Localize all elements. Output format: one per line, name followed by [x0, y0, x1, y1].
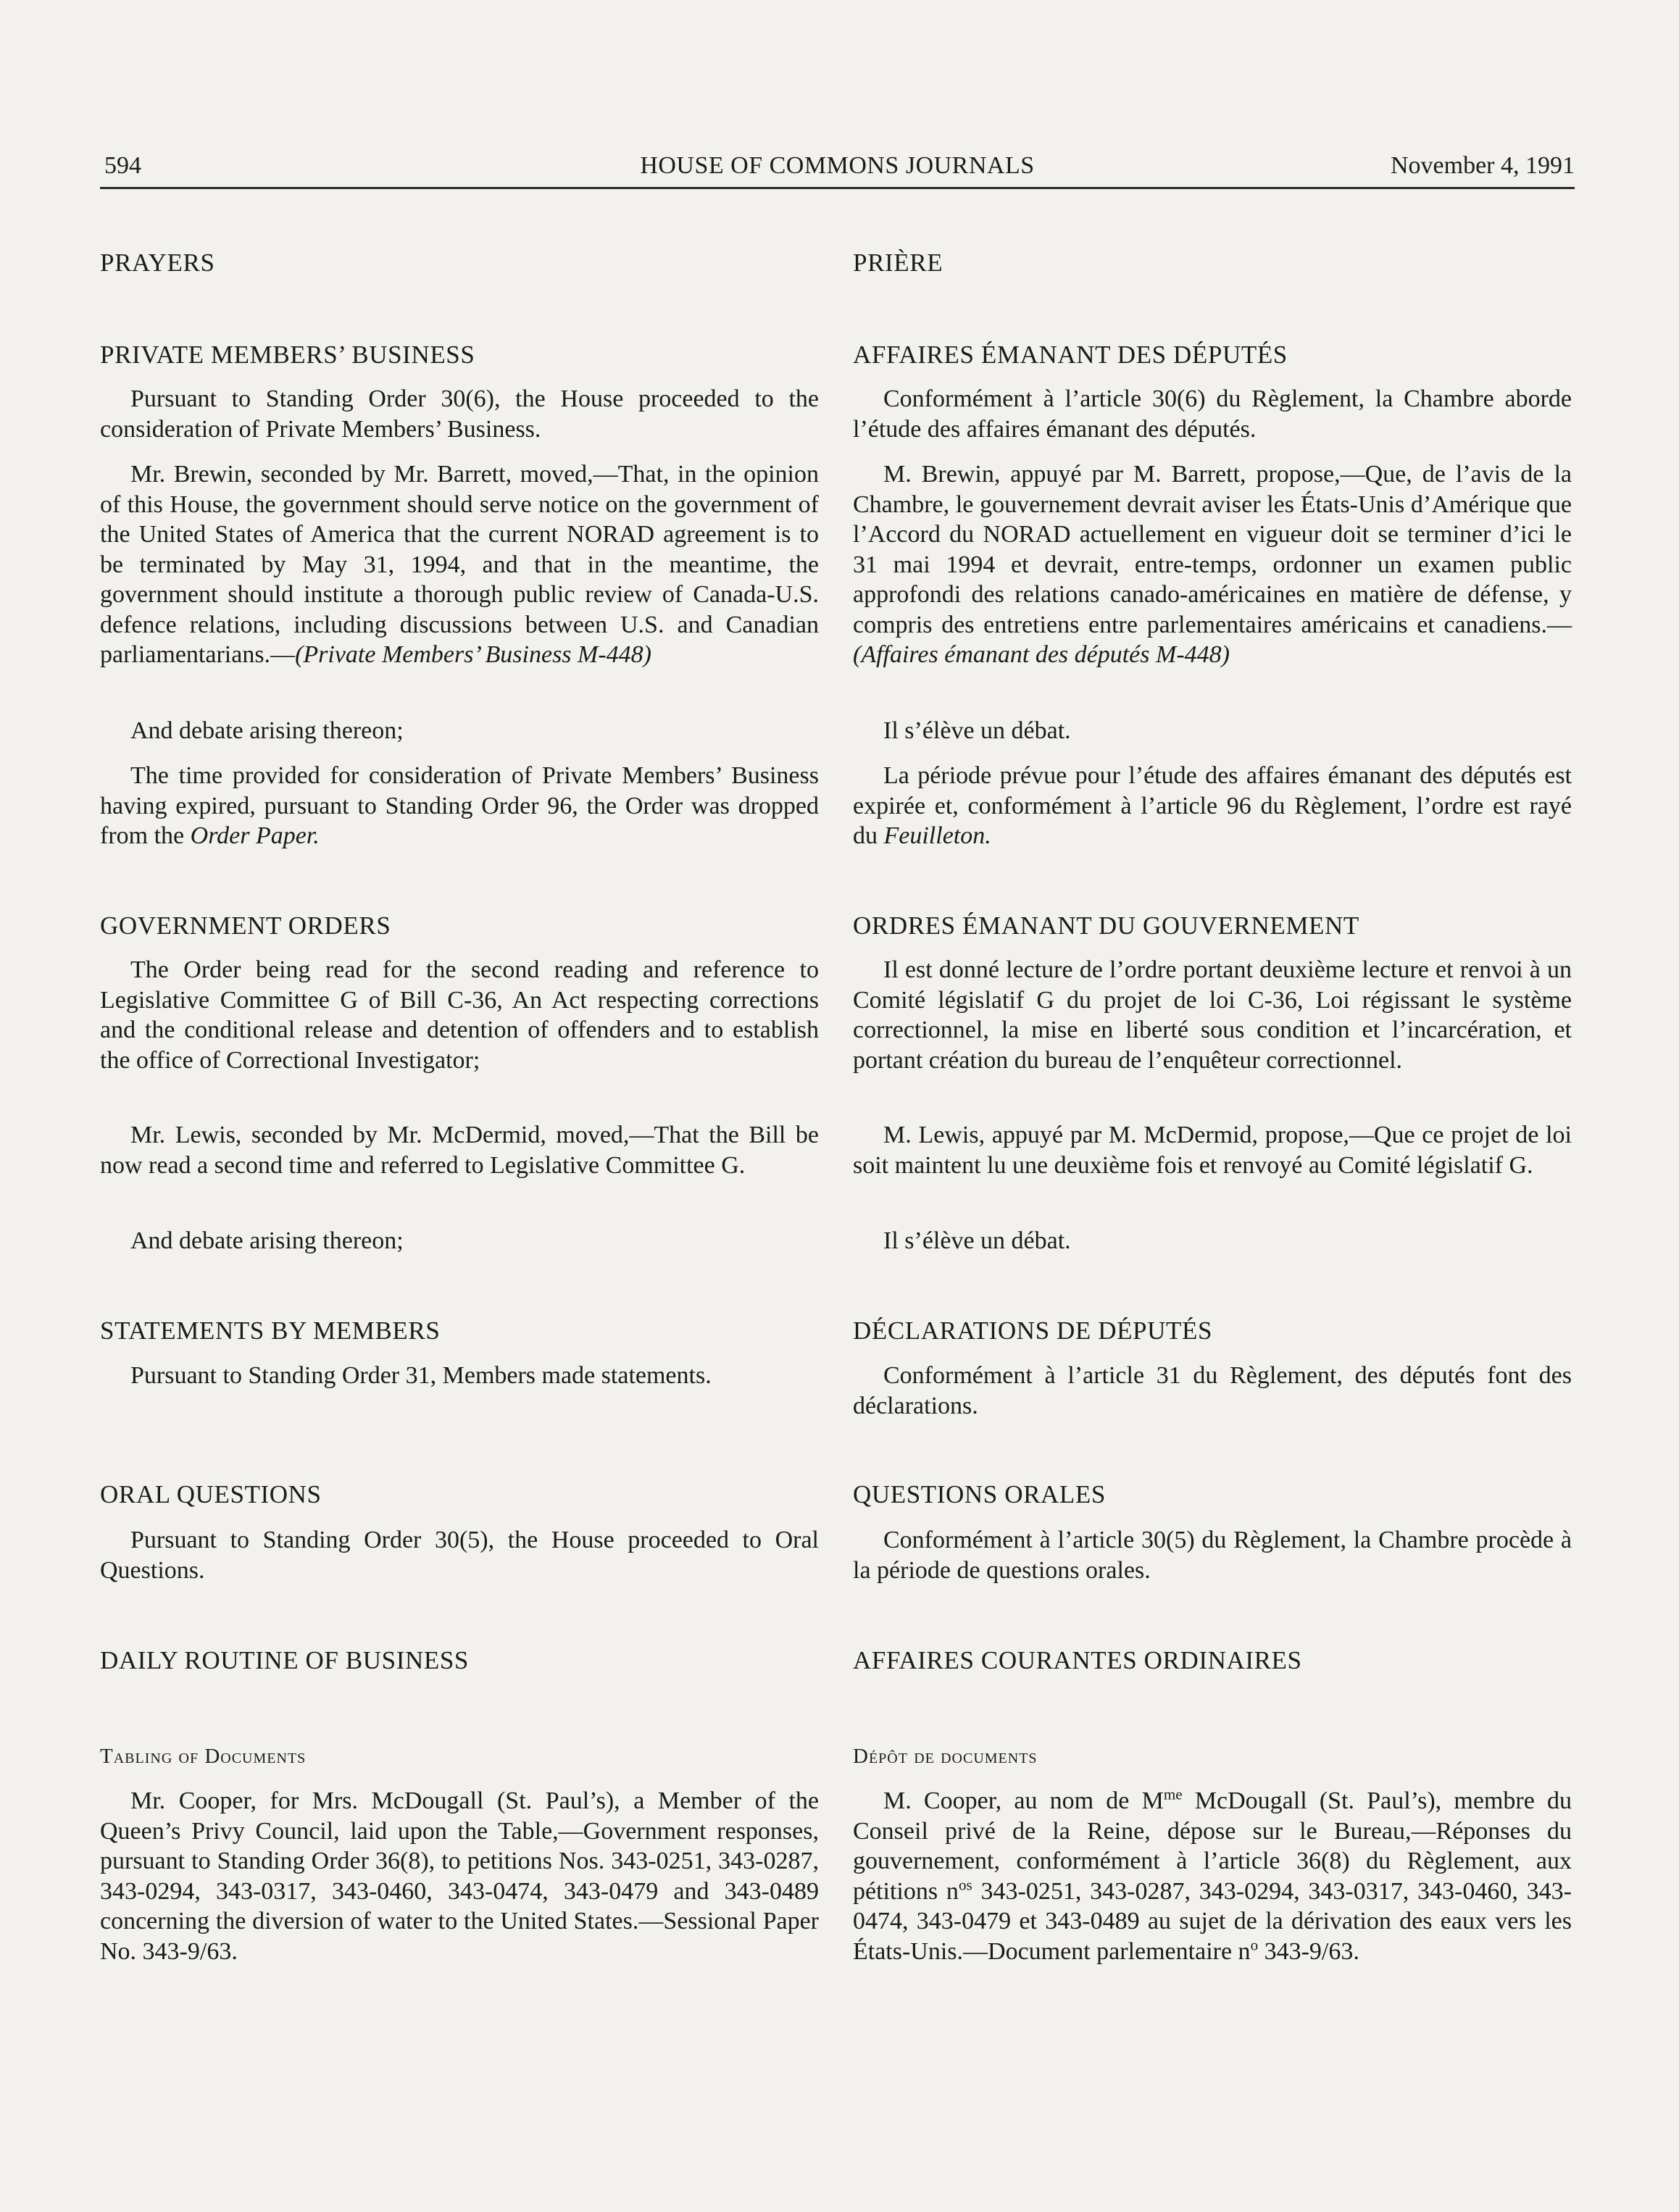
heading-affaires-emanant-des-deputes: AFFAIRES ÉMANANT DES DÉPUTÉS: [853, 341, 1288, 369]
pmb-debate-paragraph: And debate arising thereon;: [130, 717, 404, 744]
heading-affaires-courantes: AFFAIRES COURANTES ORDINAIRES: [853, 1646, 1302, 1674]
pmb-motion-paragraph-fr: [853, 459, 1572, 670]
french-column: [853, 0, 1572, 2212]
statements-paragraph: Pursuant to Standing Order 31, Members made statements.: [130, 1362, 712, 1389]
tabling-paragraph: Mr. Cooper, for Mrs. McDougall (St. Paul’s), a Member of the Queen’s Privy Council, laid upon the Table,—Government responses, pursuant to Standing Order 36(8), to petitions Nos. 343-0251, 343-0287, 343-0294, 343-0317, 343-0460, 343-0474, 343-0479 and 343-0489 concerning the diversion of water to the United States.—Sessional Paper No. 343-9/63.: [100, 1787, 819, 1965]
sitting-date: November 4, 1991: [1390, 152, 1575, 179]
journal-title: HOUSE OF COMMONS JOURNALS: [640, 152, 1035, 179]
tabling-text-part-2: McDougall (St. Paul’s), membre du Conseil privé de la Reine, dépose sur le Bureau,—Réponses du gouvernement, conformément à l’article 36(8) du Règlement, aux pétitions n: [853, 1787, 1572, 1905]
page-number: 594: [104, 152, 141, 179]
superscript-me: me: [1163, 1785, 1183, 1803]
oral-questions-paragraph: Pursuant to Standing Order 30(5), the House proceeded to Oral Questions.: [100, 1527, 819, 1584]
heading-declarations-de-deputes: DÉCLARATIONS DE DÉPUTÉS: [853, 1316, 1213, 1345]
gov-order-paragraph-fr: Il est donné lecture de l’ordre portant deuxième lecture et renvoi à un Comité législatif G du projet de loi C-36, Loi régissant le système correctionnel, la mise en liberté sous condition et l’incarcération, et portant création du bureau de l’enquêteur correctionnel.: [853, 956, 1572, 1074]
english-column: [100, 0, 819, 2212]
pmb-motion-reference: (Private Members’ Business M-448): [295, 641, 651, 668]
heading-daily-routine: DAILY ROUTINE OF BUSINESS: [100, 1646, 469, 1674]
heading-ordres-emanant-du-gouvernement: ORDRES ÉMANANT DU GOUVERNEMENT: [853, 911, 1359, 940]
order-paper-reference: Order Paper.: [190, 822, 320, 849]
feuilleton-reference: Feuilleton.: [883, 822, 991, 849]
gov-motion-paragraph: Mr. Lewis, seconded by Mr. McDermid, moved,—That the Bill be now read a second time and referred to Legislative Committee G.: [100, 1122, 819, 1179]
subheading-tabling-of-documents: Tabling of Documents: [100, 1745, 307, 1768]
tabling-text-part-1: M. Cooper, au nom de M: [883, 1787, 1164, 1814]
pmb-motion-text-fr: M. Brewin, appuyé par M. Barrett, propose,—Que, de l’avis de la Chambre, le gouvernement devrait aviser les États-Unis d’Amérique que l’Accord du NORAD actuellement en vigueur doit se terminer d’ici le 31 mai 1994 et devrait, entre-temps, ordonner un examen public approfondi des relations canado-américaines en matière de défense, y compris des entretiens entre parlementaires américains et canadiens.—: [853, 461, 1572, 638]
gov-order-paragraph: The Order being read for the second reading and reference to Legislative Committee G of Bill C-36, An Act respecting corrections and the conditional release and detention of offenders and to establish the office of Correctional Investigator;: [100, 956, 819, 1074]
heading-prayers: PRAYERS: [100, 249, 215, 277]
heading-oral-questions: ORAL QUESTIONS: [100, 1480, 322, 1508]
tabling-text-part-4: 343-9/63.: [1258, 1937, 1359, 1965]
subheading-depot-de-documents: Dépôt de documents: [853, 1745, 1038, 1768]
heading-statements-by-members: STATEMENTS BY MEMBERS: [100, 1316, 441, 1345]
pmb-motion-reference-fr: (Affaires émanant des députés M-448): [853, 641, 1230, 668]
gov-debate-paragraph-fr: Il s’élève un débat.: [883, 1227, 1071, 1254]
oral-questions-paragraph-fr: Conformément à l’article 30(5) du Règlement, la Chambre procède à la période de questions orales.: [853, 1527, 1572, 1584]
heading-priere: PRIÈRE: [853, 249, 943, 277]
pmb-debate-paragraph-fr: Il s’élève un débat.: [883, 717, 1071, 744]
pmb-motion-text: Mr. Brewin, seconded by Mr. Barrett, moved,—That, in the opinion of this House, the government should serve notice on the government of the United States of America that the current NORAD agreement is to be terminated by May 31, 1994, and that in the meantime, the government should institute a thorough public review of Canada-U.S. defence relations, including discussions between U.S. and Canadian parliamentarians.—: [100, 461, 819, 668]
superscript-o: o: [1250, 1936, 1259, 1954]
gov-motion-paragraph-fr: M. Lewis, appuyé par M. McDermid, propose,—Que ce projet de loi soit maintent lu une deuxième fois et renvoyé au Comité législatif G.: [853, 1122, 1572, 1179]
tabling-paragraph-fr: [853, 1786, 1572, 1966]
pmb-expired-text: The time provided for consideration of Private Members’ Business having expired, pursuant to Standing Order 96, the Order was dropped from the: [100, 762, 819, 849]
pmb-paragraph-1: Pursuant to Standing Order 30(6), the House proceeded to the consideration of Private Members’ Business.: [100, 385, 819, 443]
heading-private-members-business: PRIVATE MEMBERS’ BUSINESS: [100, 341, 475, 369]
tabling-text-part-3: 343-0251, 343-0287, 343-0294, 343-0317, 343-0460, 343-0474, 343-0479 et 343-0489 au sujet de la dérivation des eaux vers les États-Unis.—Document parlementaire n: [853, 1877, 1572, 1965]
superscript-os: os: [958, 1876, 972, 1894]
gov-debate-paragraph: And debate arising thereon;: [130, 1227, 404, 1254]
pmb-expired-text-fr: La période prévue pour l’étude des affaires émanant des députés est expirée et, conformément à l’article 96 du Règlement, l’ordre est rayé du: [853, 762, 1572, 849]
heading-questions-orales: QUESTIONS ORALES: [853, 1480, 1106, 1508]
pmb-expired-paragraph-fr: [853, 761, 1572, 851]
pmb-expired-paragraph: [100, 761, 819, 851]
statements-paragraph-fr: Conformément à l’article 31 du Règlement, des députés font des déclarations.: [853, 1362, 1572, 1419]
pmb-motion-paragraph: [100, 459, 819, 670]
heading-government-orders: GOVERNMENT ORDERS: [100, 911, 391, 940]
pmb-paragraph-1-fr: Conformément à l’article 30(6) du Règlement, la Chambre aborde l’étude des affaires émanant des députés.: [853, 385, 1572, 443]
